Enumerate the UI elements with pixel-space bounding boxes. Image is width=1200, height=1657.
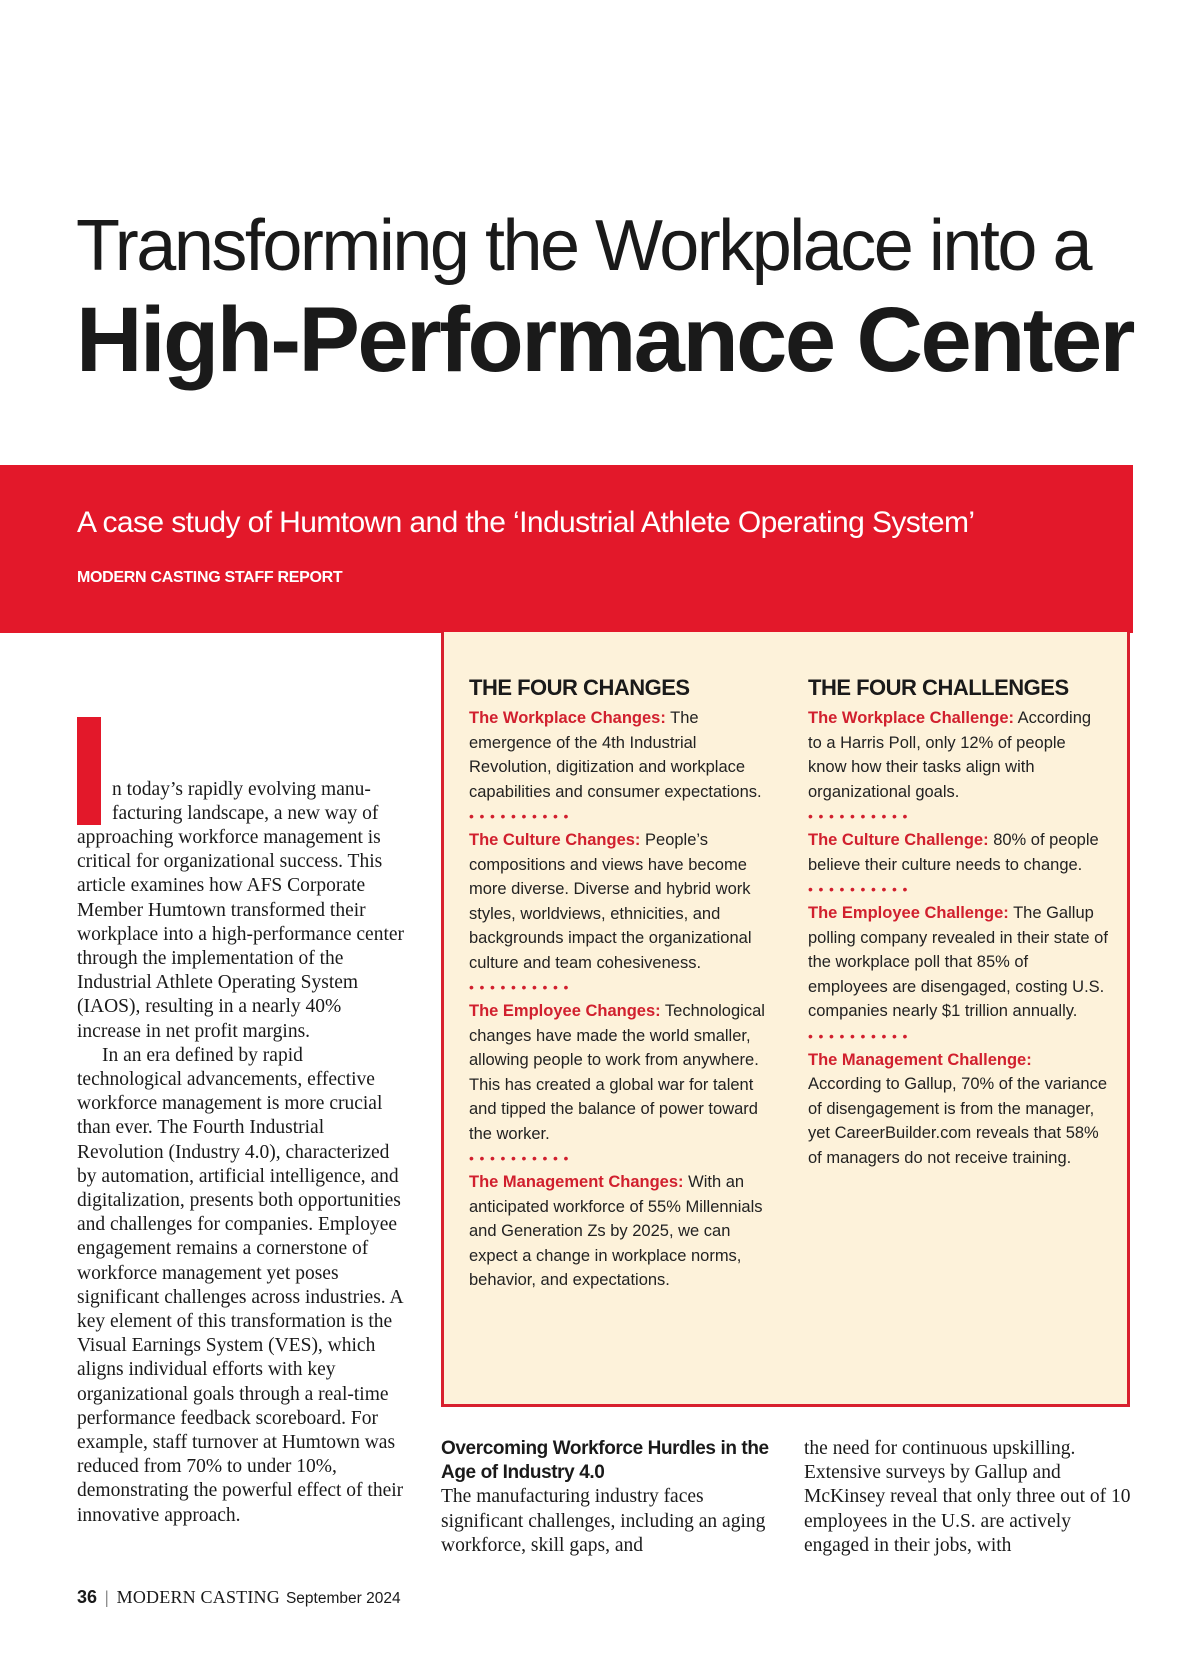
item-label: The Employee Challenge: xyxy=(808,904,1009,922)
issue-date: September 2024 xyxy=(285,1590,401,1607)
item-text: 80% of people believe their culture needs to change. xyxy=(808,831,1099,874)
article-paragraph-1: approaching workforce management is critical for organizational success. This article examines how AFS Corporate Member Humtown transformed their workplace into a high-performance center through the implementation of the Industrial Athlete Operating System (IAOS), resulting in a nearly 40% increase in net profit margins. xyxy=(77,827,405,1042)
challenges-item-management xyxy=(808,1048,1108,1171)
article-paragraph-4: the need for continuous upskilling. Extensive surveys by Gallup and McKinsey reveal that only three out of 10 employees in the U.S. are actively engaged in their jobs, with xyxy=(804,1438,1131,1556)
item-label: The Management Challenge: xyxy=(808,1050,1032,1069)
item-label: The Culture Challenge: xyxy=(808,831,989,849)
changes-item-management xyxy=(469,1170,769,1293)
dotted-divider: •••••••••• xyxy=(469,808,575,824)
section-heading: Overcoming Workforce Hurdles in the Age of Industry 4.0 xyxy=(441,1438,769,1484)
dotted-divider: •••••••••• xyxy=(469,1150,575,1166)
drop-cap xyxy=(77,717,101,825)
item-label: The Workplace Challenge: xyxy=(808,709,1014,727)
page-number: 36 xyxy=(77,1587,98,1607)
item-text: Technological changes have made the world smaller, allowing people to work from anywhere. This has created a global war for talent and tipped the balance of power toward the worker. xyxy=(469,1002,765,1143)
dotted-divider: •••••••••• xyxy=(808,1027,914,1044)
item-label: The Culture Changes: xyxy=(469,831,641,849)
challenges-item-employee xyxy=(808,901,1108,1024)
dotted-divider: •••••••••• xyxy=(808,881,914,897)
four-challenges-heading: THE FOUR CHALLENGES xyxy=(808,675,1069,700)
lead-line-2: facturing landscape, a new way of xyxy=(112,803,379,825)
changes-item-culture xyxy=(469,828,769,975)
dotted-divider: •••••••••• xyxy=(469,979,575,995)
dotted-divider: •••••••••• xyxy=(808,808,914,824)
byline: MODERN CASTING STAFF REPORT xyxy=(77,569,343,586)
sidebar-box xyxy=(441,632,1130,1407)
item-label: The Management Changes: xyxy=(469,1173,684,1191)
item-text: The emergence of the 4th Industrial Revolution, digitization and workplace capabilities and consumer expectations. xyxy=(469,709,762,801)
headline-line-2: High-Performance Center xyxy=(76,289,1133,391)
item-text: According to Gallup, 70% of the variance of disengagement is from the manager, yet CareerBuilder.com reveals that 58% of managers do not receive training. xyxy=(808,1075,1108,1167)
headline-line-1: Transforming the Workplace into a xyxy=(76,206,1090,286)
four-changes-column xyxy=(469,674,769,1293)
challenges-item-culture xyxy=(808,828,1108,877)
item-text: People’s compositions and views have become more diverse. Diverse and hybrid work styles, worldviews, ethnicities, and backgrounds impact the organizational culture and team cohesiveness. xyxy=(469,831,752,972)
item-label: The Employee Changes: xyxy=(469,1002,661,1020)
article-paragraph-3: The manufacturing industry faces significant challenges, including an aging workforce, skill gaps, and xyxy=(441,1486,766,1556)
article-column-2 xyxy=(441,1437,771,1558)
article-column-3 xyxy=(804,1437,1134,1558)
red-banner xyxy=(0,465,1133,633)
lead-line-1: n today’s rapidly evolving manu- xyxy=(112,779,371,800)
four-challenges-column xyxy=(808,674,1108,1170)
magazine-name: MODERN CASTING xyxy=(116,1587,280,1607)
challenges-item-workplace xyxy=(808,706,1108,804)
changes-item-workplace xyxy=(469,706,769,804)
page-footer xyxy=(77,1585,401,1611)
article-column-1 xyxy=(77,826,407,1528)
changes-item-employee xyxy=(469,999,769,1146)
four-changes-heading: THE FOUR CHANGES xyxy=(469,675,690,700)
item-text: With an anticipated workforce of 55% Millennials and Generation Zs by 2025, we can expect a change in workplace norms, behavior, and expectations. xyxy=(469,1173,763,1289)
article-subtitle: A case study of Humtown and the ‘Industrial Athlete Operating System’ xyxy=(77,506,975,539)
article-paragraph-2: In an era defined by rapid technological advancements, effective workforce management is more crucial than ever. The Fourth Industrial Revolution (Industry 4.0), characterized by automation, artificial intelligence, and digitalization, presents both opportunities and challenges for companies. Employee engagement remains a cornerstone of workforce management yet poses significant challenges across industries. A key element of this transformation is the Visual Earnings System (VES), which aligns individual efforts with key organizational goals through a real-time performance feedback scoreboard. For example, staff turnover at Humtown was reduced from 70% to under 10%, demonstrating the powerful effect of their innovative approach. xyxy=(77,1044,404,1526)
footer-separator: | xyxy=(105,1587,109,1607)
item-label: The Workplace Changes: xyxy=(469,709,666,727)
item-text: According to a Harris Poll, only 12% of people know how their tasks align with organizational goals. xyxy=(808,709,1092,801)
item-text: The Gallup polling company revealed in their state of the workplace poll that 85% of employees are disengaged, costing U.S. companies nearly $1 trillion annually. xyxy=(808,904,1108,1020)
lead-lines xyxy=(112,778,408,826)
